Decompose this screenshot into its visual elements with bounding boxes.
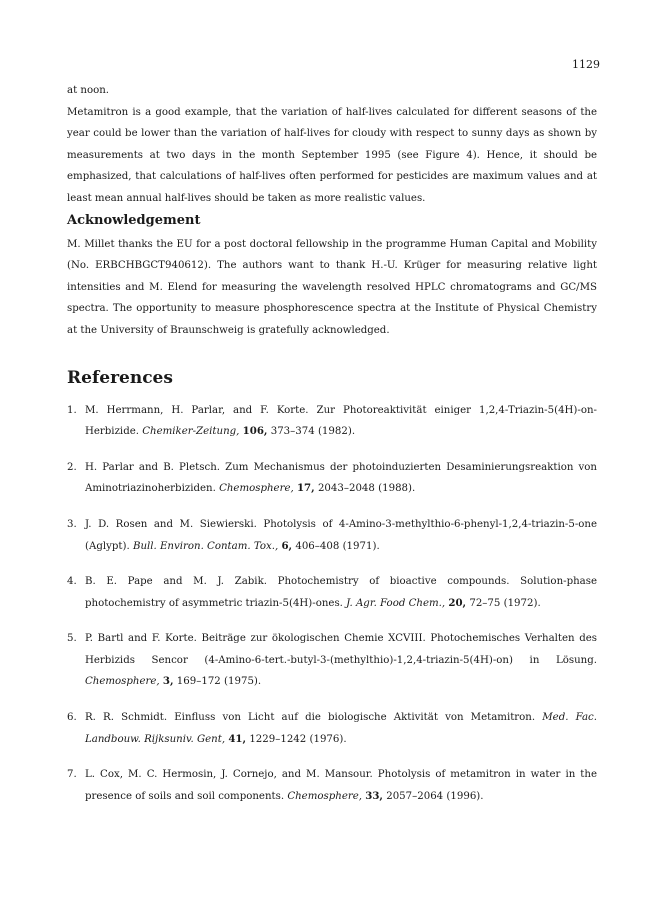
- reference-journal: Med. Fac. Landbouw. Rijksuniv. Gent,: [85, 712, 597, 745]
- reference-list: [67, 400, 597, 808]
- reference-item: [67, 628, 597, 693]
- reference-number: 1.: [67, 404, 77, 416]
- reference-item: [67, 764, 597, 807]
- reference-item: [67, 707, 597, 750]
- acknowledgement-text: M. Millet thanks the EU for a post doctoral fellowship in the programme Human Capital and Mobility (No. ERBCHBGCT940612). The authors want to thank H.-U. Krüger for measuring relative light intensities and M. Elend for measuring the wavelength resolved HPLC chromatograms and GC/MS spectra. The opportunity to measure phosphorescence spectra at the Institute of Physical Chemistry at the University of Braunschweig is gratefully acknowledged.: [67, 238, 597, 336]
- reference-authors: J. D. Rosen and M. Siewierski.: [85, 518, 257, 530]
- reference-authors: L. Cox, M. C. Hermosin, J. Cornejo, and M. Mansour.: [85, 769, 373, 781]
- reference-volume: 3,: [162, 675, 174, 688]
- reference-volume: 6,: [281, 539, 293, 552]
- references-heading: References: [67, 367, 173, 388]
- reference-pages-year: 1229–1242 (1976).: [249, 733, 347, 745]
- reference-title: Zum Mechanismus der photoinduzierten Desaminierungsreaktion von Aminotriazinoherbiziden.: [85, 461, 597, 495]
- reference-pages-year: 373–374 (1982).: [270, 426, 356, 438]
- reference-volume: 33,: [365, 789, 383, 802]
- reference-journal: Bull. Environ. Contam. Tox.,: [132, 540, 279, 552]
- reference-volume: 106,: [242, 425, 268, 438]
- reference-number: 4.: [67, 576, 77, 588]
- page-number: 1129: [572, 58, 600, 71]
- reference-authors: P. Bartl and F. Korte.: [85, 633, 197, 645]
- reference-title: Photochemistry of bioactive compounds. Solution-phase photochemistry of asymmetric triazin-5(4H)-ones.: [85, 576, 597, 609]
- reference-pages-year: 406–408 (1971).: [295, 540, 380, 552]
- reference-authors: R. R. Schmidt.: [85, 712, 168, 724]
- reference-item: [67, 400, 597, 443]
- reference-title: Zur Photoreaktivität einiger 1,2,4-Triazin-5(4H)-on-Herbizide.: [85, 404, 597, 438]
- reference-item: [67, 457, 597, 500]
- reference-journal: Chemosphere,: [85, 676, 160, 688]
- reference-title: Einfluss von Licht auf die biologische Aktivität von Metamitron.: [174, 712, 536, 724]
- reference-pages-year: 169–172 (1975).: [176, 676, 262, 688]
- reference-item: [67, 514, 597, 557]
- reference-pages-year: 72–75 (1972).: [469, 597, 541, 609]
- reference-title: Photolysis of metamitron in water in the presence of soils and soil components.: [85, 769, 597, 802]
- page-content: [67, 80, 597, 821]
- reference-pages-year: 2043–2048 (1988).: [317, 483, 416, 495]
- reference-number: 2.: [67, 461, 77, 473]
- reference-title: Beiträge zur ökologischen Chemie XCVIII. Photochemisches Verhalten des Herbizids Sencor (4-Amino-6-tert.-butyl-3-(methylthio)-1,2,4-triazin-5(4H)-on) in Lösung.: [85, 633, 597, 666]
- reference-pages-year: 2057–2064 (1996).: [386, 790, 484, 802]
- intro-fragment: at noon.: [67, 85, 110, 96]
- acknowledgement-heading: Acknowledgement: [67, 212, 201, 228]
- reference-journal: Chemosphere,: [287, 790, 362, 802]
- reference-item: [67, 571, 597, 614]
- reference-volume: 20,: [448, 596, 467, 609]
- reference-authors: M. Herrmann, H. Parlar, and F. Korte.: [85, 404, 309, 416]
- reference-journal: J. Agr. Food Chem.,: [346, 597, 446, 609]
- reference-number: 7.: [67, 769, 77, 781]
- reference-number: 5.: [67, 633, 77, 645]
- reference-title: Photolysis of 4-Amino-3-methylthio-6-phenyl-1,2,4-triazin-5-one (Aglypt).: [85, 518, 597, 552]
- reference-authors: H. Parlar and B. Pletsch.: [85, 461, 221, 473]
- reference-journal: Chemiker-Zeitung,: [142, 426, 240, 438]
- reference-number: 3.: [67, 518, 77, 530]
- reference-journal: Chemosphere,: [219, 483, 294, 495]
- reference-authors: B. E. Pape and M. J. Zabik.: [85, 576, 267, 588]
- body-paragraph: Metamitron is a good example, that the variation of half-lives calculated for different seasons of the year could be lower than the variation of half-lives for cloudy with respect to sunny days as shown by measurements at two days in the month September 1995 (see Figure 4). Hence, it should be emphasized, that calculations of half-lives often performed for pesticides are maximum values and at least mean annual half-lives should be taken as more realistic values.: [67, 106, 597, 204]
- reference-volume: 17,: [296, 482, 315, 495]
- reference-volume: 41,: [228, 732, 247, 745]
- reference-number: 6.: [67, 712, 77, 724]
